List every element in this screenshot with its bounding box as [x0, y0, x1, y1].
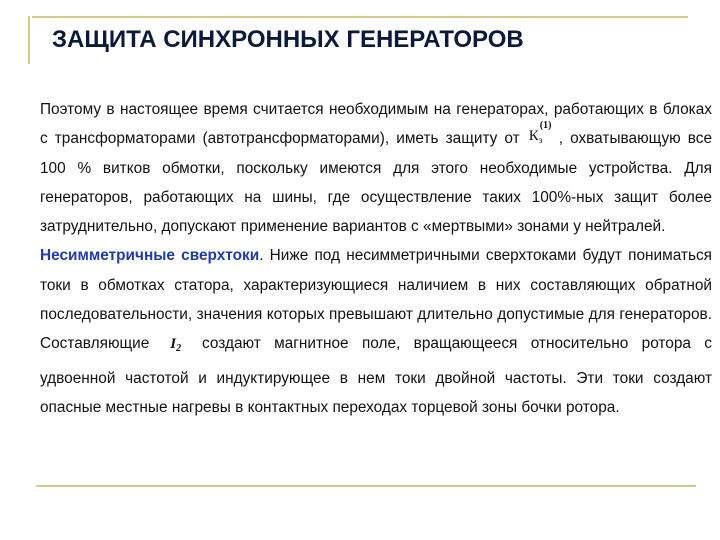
current-symbol: [163, 330, 189, 363]
fault-symbol-subscript: з: [538, 135, 543, 146]
fault-symbol: [527, 120, 559, 146]
paragraph-1-text-a: Поэтому в настоящее время считается необходимым на генераторах, работающих в блоках с трансформаторами (автотрансформаторами), иметь защиту от: [40, 101, 712, 148]
paragraph-1: [40, 95, 712, 241]
title-left-rule: [28, 16, 30, 64]
highlighted-term: Несимметричные сверхтоки: [40, 247, 260, 265]
fault-symbol-letter: К: [528, 128, 539, 145]
current-symbol-subscript: 2: [176, 343, 182, 355]
slide-title: ЗАЩИТА СИНХРОННЫХ ГЕНЕРАТОРОВ: [52, 26, 524, 53]
fault-symbol-superscript: (1): [539, 120, 552, 132]
slide-body: [40, 95, 712, 422]
paragraph-2: [40, 241, 712, 422]
paragraph-1-text-b: , охватывающую все 100 % витков обмотки, поскольку имеются для этого необходимые устройства. Для генераторов, работающих на шины, где осуществление таких 100%-ных защит более затруднительно, допускают применение вариантов с «мертвыми» зонами у нейтралей.: [40, 130, 712, 236]
bottom-rule: [36, 485, 696, 487]
current-symbol-letter: I: [170, 336, 177, 353]
title-top-rule: [32, 16, 688, 18]
paragraph-2-text-a: . Ниже под несимметричными сверхтоками будут пониматься токи в обмотках статора, характеризующиеся наличием в них составляющих обратной последовательности, значения которых превышают длительно допустимые для генераторов. Составляющие: [40, 247, 713, 353]
paragraph-2-text-b: создают магнитное поле, вращающееся относительно ротора с удвоенной частотой и индуктирующее в нем токи двойной частоты. Эти токи создают опасные местные нагревы в контактных переходах торцевой зоны бочки ротора.: [40, 335, 712, 416]
